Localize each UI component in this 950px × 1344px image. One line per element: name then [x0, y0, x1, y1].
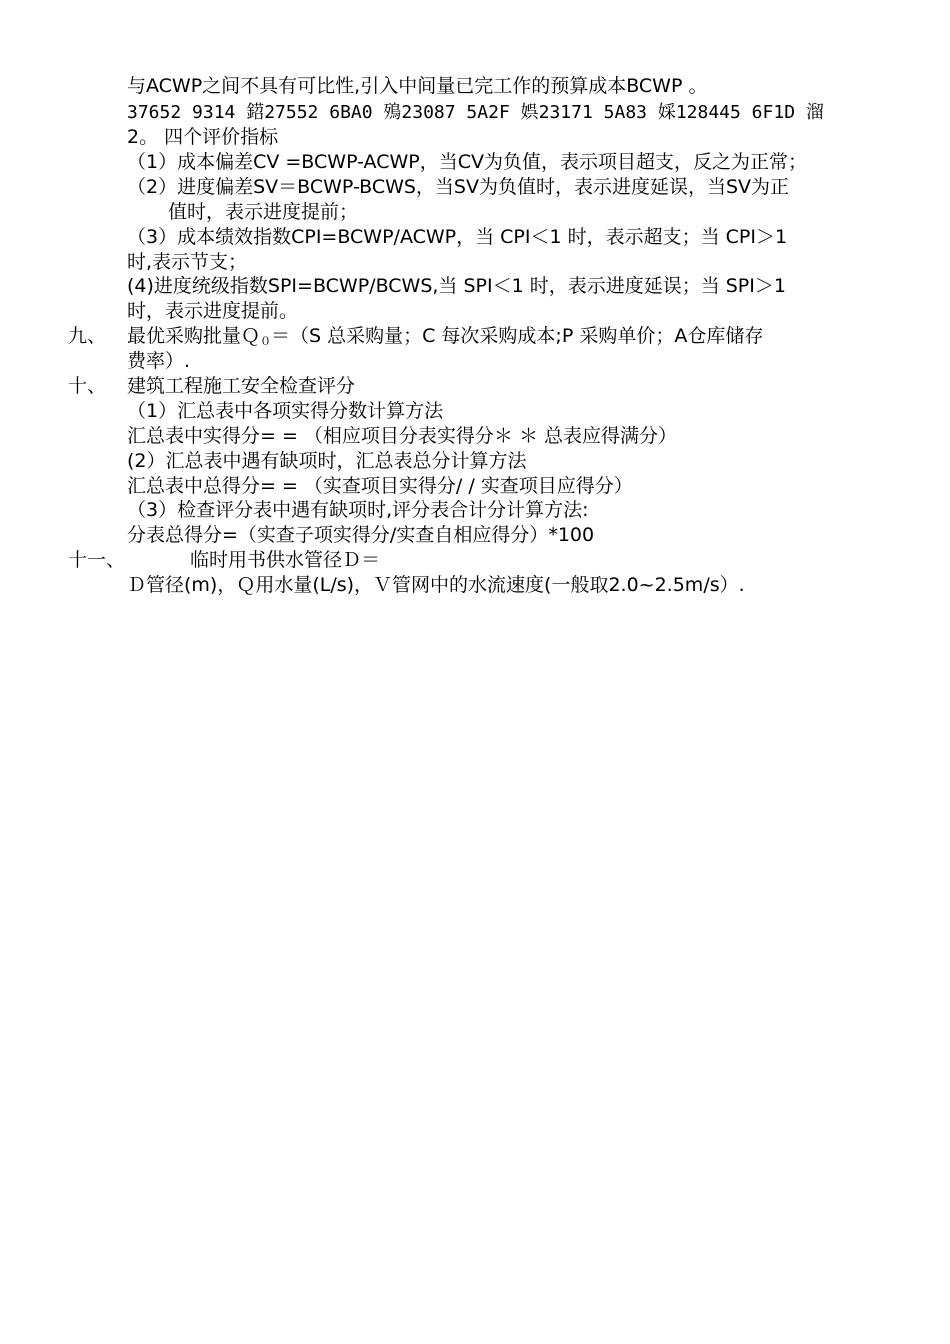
section-9-line-2: 费率）.: [127, 350, 191, 372]
section-9-text-pre: 最优采购批量Ｑ: [127, 325, 261, 347]
section-10-line-3: (2）汇总表中遇有缺项时，汇总表总分计算方法: [127, 450, 527, 472]
text-line-cpi-cont: 时,表示节支；: [127, 251, 248, 273]
section-10-line-5: （3）检查评分表中遇有缺项时,评分表合计分计算方法:: [127, 499, 589, 521]
text-line-3: 2。 四个评价指标: [127, 126, 279, 148]
section-11-line-2: Ｄ管径(m)，Ｑ用水量(L/s)，Ｖ管网中的水流速度(一般取2.0~2.5m/s）.: [127, 574, 745, 596]
text-line-1: 与ACWP之间不具有可比性,引入中间量已完工作的预算成本BCWP 。: [127, 75, 708, 97]
text-line-spi: (4)进度统级指数SPI=BCWP/BCWS,当 SPI＜1 时，表示进度延误；当 SPI＞1: [127, 275, 786, 297]
section-11-title: 临时用书供水管径Ｄ＝: [190, 549, 381, 571]
text-line-sv-cont: 值时，表示进度提前；: [168, 201, 359, 223]
text-line-spi-cont: 时，表示进度提前。: [127, 300, 299, 322]
section-10-number: 十、: [68, 375, 107, 397]
section-9-subscript: ０: [260, 335, 272, 348]
section-9-number: 九、: [68, 325, 107, 347]
text-line-cpi: （3）成本绩效指数CPI=BCWP/ACWP，当 CPI＜1 时，表示超支；当 CPI＞1: [127, 226, 788, 248]
section-9-text-post: ＝（S 总采购量；C 每次采购成本;P 采购单价；A仓库储存: [271, 325, 764, 347]
section-9-line-1: [127, 324, 763, 354]
section-10-title: 建筑工程施工安全检查评分: [127, 375, 356, 397]
section-10-line-2: 汇总表中实得分= = （相应项目分表实得分＊ ＊ 总表应得满分）: [127, 425, 677, 447]
text-line-sv: （2）进度偏差SV＝BCWP-BCWS，当SV为负值时，表示进度延误，当SV为正: [127, 176, 790, 198]
section-10-line-6: 分表总得分=（实查子项实得分/实查自相应得分）*100: [127, 524, 595, 546]
section-10-line-1: （1）汇总表中各项实得分数计算方法: [127, 400, 444, 422]
section-11-number: 十一、: [68, 549, 126, 571]
text-line-cv: （1）成本偏差CV =BCWP-ACWP，当CV为负值，表示项目超支，反之为正常；: [127, 151, 807, 173]
text-line-2: 37652 9314 鍣27552 6BA0 殦23087 5A2F 娯23171 5A83 婇128445 6F1D 溜: [127, 102, 824, 123]
section-10-line-4: 汇总表中总得分= = （实查项目实得分/ / 实查项目应得分）: [127, 475, 633, 497]
